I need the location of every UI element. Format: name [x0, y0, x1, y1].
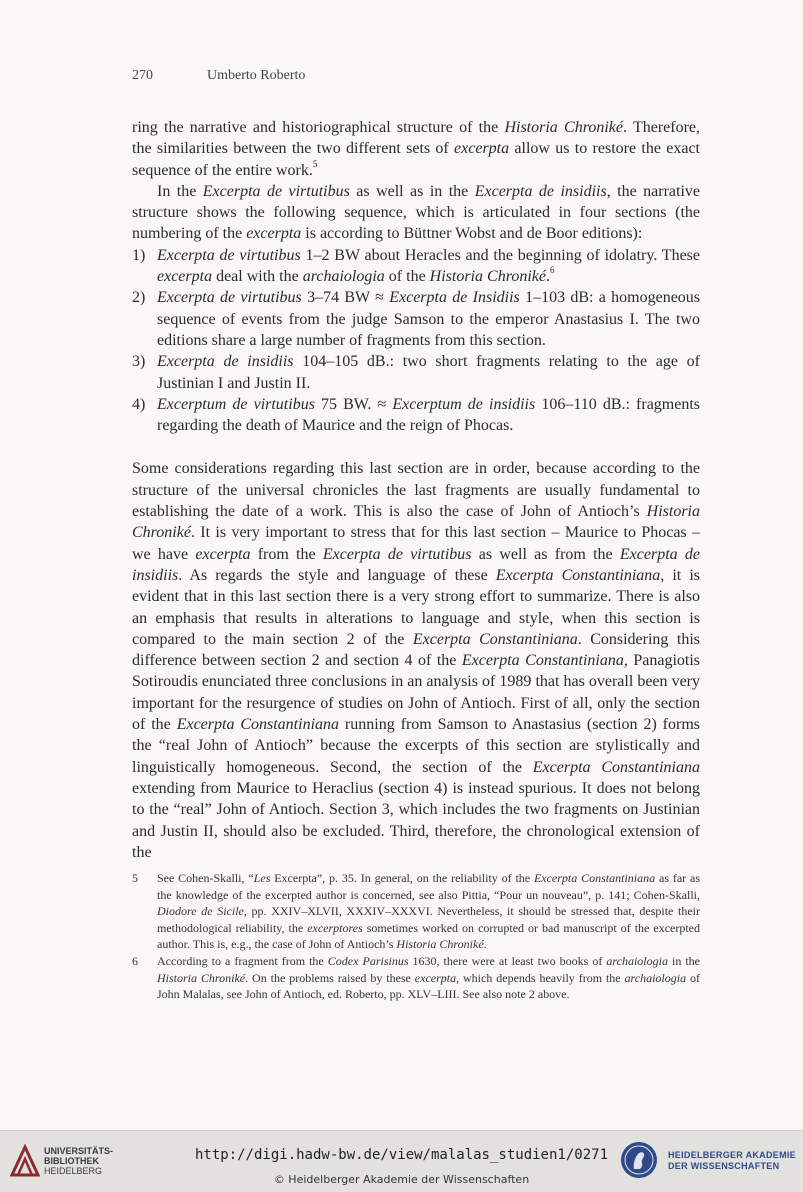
footnote-text [157, 954, 700, 1001]
academy-name-line: DER WISSENSCHAFTEN [668, 1160, 780, 1171]
list-item [132, 245, 700, 288]
italic-text: Excerpta Constantiniana [495, 566, 661, 584]
text-run: Some considerations regarding this last section are in order, because according to the structure of the universal chronicles the last fragments are usually fundamental to establishing the date of a work. This is also the case of John of Antioch’s [132, 460, 700, 521]
text-run: Excerpta”, p. 35. In general, on the reliability of the [270, 871, 534, 885]
list-text [157, 353, 700, 391]
footnote [132, 953, 700, 1003]
text-run: deal with the [212, 268, 303, 286]
text-run: of the [384, 268, 430, 286]
italic-text: Excerptum de virtutibus [157, 395, 315, 413]
italic-text: Les [253, 871, 271, 885]
italic-text: archaiologia [302, 268, 385, 286]
footnote-number: 6 [132, 953, 138, 968]
italic-text: excerpta [157, 268, 213, 286]
text-run: allow us to restore the exact sequence of the entire work. [132, 140, 700, 179]
paragraph [132, 181, 700, 245]
footnote [132, 870, 700, 953]
italic-text: Excerpta de Insidiis [389, 289, 520, 307]
main-text [132, 117, 700, 863]
italic-text: archaiologia [606, 953, 668, 968]
text-run: 104–105 dB.: two short fragments relating to the age of Justinian I and Justin II. [157, 353, 701, 392]
italic-text: Excerpta de virtutibus [322, 545, 472, 563]
italic-text: Excerpta de virtutibus [157, 289, 302, 307]
italic-text: Historia Chroniké [429, 268, 546, 286]
italic-text: excerpta [246, 225, 302, 243]
text-run: . [483, 937, 487, 952]
text-run: as well as from the [471, 545, 620, 563]
list-number: 1) [132, 246, 146, 264]
italic-text: Historia Chroniké [132, 503, 700, 542]
footnote-ref: 6 [549, 265, 555, 276]
section-gap [132, 436, 700, 458]
text-run: According to a fragment from the [157, 953, 328, 968]
italic-text: Excerpta Constantiniana [532, 758, 700, 776]
section-list [132, 245, 700, 437]
italic-text: Excerpta de insidiis [157, 353, 294, 371]
list-text [157, 289, 700, 349]
text-run: is according to Büttner Wobst and de Boor editions): [301, 225, 643, 243]
library-name-line: UNIVERSITÄTS- [44, 1146, 114, 1156]
library-name-line: HEIDELBERG [44, 1166, 103, 1176]
italic-text: Codex Parisinus [327, 953, 409, 968]
text-run: . [545, 268, 550, 286]
page-number: 270 [132, 68, 153, 83]
italic-text: Excerpta de insidiis [474, 182, 607, 200]
text-run: . It is very important to stress that for this last section – Maurice to Phocas – we have [132, 524, 700, 563]
footnote-ref: 5 [312, 158, 318, 169]
italic-text: Excerpta de insidiis [132, 545, 700, 584]
footnote-number: 5 [132, 871, 138, 885]
library-name-line: BIBLIOTHEK [44, 1156, 99, 1166]
text-run: In the [157, 182, 203, 200]
text-run: , which depends heavily from the [456, 970, 625, 985]
list-number: 4) [132, 395, 146, 413]
paragraph [132, 458, 700, 863]
text-run: from the [250, 545, 323, 563]
text-run: as far as the knowledge of the excerpted author is concerned, see also Pittia, “Pour un nouveau”, p. 141; Cohen-Skalli, [157, 871, 701, 902]
list-number: 2) [132, 289, 146, 307]
academy-seal-icon[interactable] [620, 1141, 658, 1179]
text-run: sometimes worked on corrupted or bad manuscript of the excerpted author. This is, e.g., the case of John of Antioch’s [157, 920, 700, 952]
italic-text: excerpta [195, 545, 251, 563]
list-item [132, 394, 700, 437]
paragraph [132, 117, 700, 181]
list-item [132, 287, 700, 351]
running-head-author: Umberto Roberto [207, 68, 306, 83]
list-text [157, 396, 700, 434]
italic-text: Historia Chroniké [396, 937, 484, 952]
text-run: , it is evident that in this last section there is a very strong effort to summarize. There is also an emphasis that results in alterations to language and style, when this section is compared to the main section 2 of the [132, 566, 701, 648]
italic-text: Excerpta de virtutibus [157, 246, 301, 264]
italic-text: archaiologia [624, 970, 687, 985]
running-head [132, 68, 305, 84]
footnote-text [157, 871, 700, 951]
text-run: See Cohen-Skalli, “ [157, 871, 254, 885]
italic-text: Historia Chroniké [504, 119, 623, 136]
list-item [132, 351, 700, 394]
text-run: 106–110 dB.: fragments regarding the death of Maurice and the reign of Phocas. [157, 395, 701, 435]
italic-text: Excerpta Constantiniana [461, 652, 624, 670]
text-run: 1–103 dB: a homogeneous sequence of events from the judge Samson to the emperor Anastasius I. The two editions share a large number of fragments from this section. [157, 289, 701, 349]
italic-text: Excerptum de insidiis [392, 395, 536, 413]
text-run: of John Malalas, see John of Antioch, ed. Roberto, pp. XLV–LIII. See also note 2 above. [157, 970, 700, 1002]
text-run: . On the problems raised by these [245, 970, 415, 985]
text-run: extending from Maurice to Heraclius (section 4) is instead spurious. It does not belong to the “real” John of Antioch. Section 3, which includes the two fragments on Justinian and Justin II, should also be excluded. Third, therefore, the chronological extension of the [132, 779, 700, 861]
text-run: , the narrative structure shows the following sequence, which is articulated in four sections (the numbering of the [132, 182, 700, 243]
copyright-notice: © Heidelberger Akademie der Wissenschaften [273, 1173, 530, 1186]
italic-text: excerpta [454, 140, 510, 158]
text-run: running from Samson to Anastasius (section 2) forms the “real John of Antioch” because the excerpts of this section are stylistically and linguistically homogeneous. Second, the section of the [132, 716, 701, 776]
text-run: as well as in the [349, 182, 475, 200]
footnotes [132, 870, 700, 1003]
text-run: 1630, there were at least two books of [408, 953, 607, 968]
italic-text: excerpta [414, 970, 457, 985]
text-run: ring the narrative and historiographical structure of the [132, 119, 505, 136]
text-run: , Panagiotis Sotiroudis enunciated three conclusions in an analysis of 1989 that has overall been very important for the resurgence of studies on John of Antioch. First of all, only the section of the [132, 652, 701, 734]
text-run: 75 BW. ≈ [314, 395, 393, 413]
list-number: 3) [132, 353, 146, 371]
list-text [157, 247, 700, 285]
page-url-link[interactable]: http://digi.hadw-bw.de/view/malalas_studien1/0271 [194, 1147, 608, 1163]
text-run: 1–2 BW about Heracles and the beginning of idolatry. These [300, 246, 701, 264]
academy-name[interactable] [668, 1150, 796, 1171]
italic-text: Diodore de Sicile [157, 904, 244, 919]
academy-name-line: HEIDELBERGER AKADEMIE [668, 1150, 796, 1160]
italic-text: Historia Chroniké [157, 970, 246, 985]
text-run: . Considering this difference between section 2 and section 4 of the [132, 630, 701, 670]
italic-text: Excerpta Constantiniana [176, 716, 340, 734]
italic-text: Excerpta Constantiniana [533, 871, 656, 885]
italic-text: Excerpta Constantiniana [412, 630, 578, 648]
text-run: . As regards the style and language of these [178, 566, 496, 584]
text-run: . Therefore, the similarities between the two different sets of [132, 119, 701, 158]
italic-text: excerptores [307, 920, 363, 935]
italic-text: Excerpta de virtutibus [202, 182, 350, 200]
text-run: , pp. XXIV–XLVII, XXXIV–XXXVI. Nevertheless, it should be stressed that, despite their methodological reliability, the [157, 904, 701, 935]
text-run: 3–74 BW ≈ [301, 289, 390, 307]
text-run: in the [667, 953, 701, 968]
viewer-footer [0, 1130, 803, 1192]
